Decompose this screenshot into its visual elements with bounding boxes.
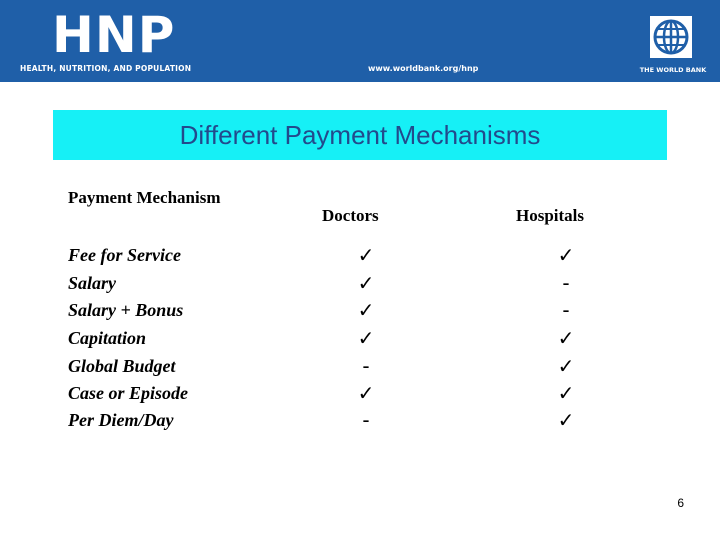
- hospitals-cell: ✓: [557, 408, 575, 432]
- row-label: Salary: [68, 273, 117, 293]
- banner-divider: [0, 82, 720, 85]
- website-url: www.worldbank.org/hnp: [368, 64, 479, 73]
- table-row: [68, 380, 658, 407]
- table-row: [68, 353, 658, 380]
- hospitals-cell: ✓: [557, 354, 575, 378]
- row-label: Capitation: [68, 328, 147, 348]
- world-bank-globe-icon: [650, 16, 692, 58]
- page-number: 6: [677, 496, 684, 510]
- doctors-cell: ✓: [357, 381, 375, 405]
- table-row: [68, 270, 658, 297]
- title-band: [53, 110, 667, 160]
- hospitals-cell: -: [562, 271, 570, 295]
- row-label: Fee for Service: [68, 245, 181, 265]
- row-label: Global Budget: [68, 356, 176, 376]
- hospitals-cell: -: [562, 298, 570, 322]
- hospitals-cell: ✓: [557, 381, 575, 405]
- doctors-cell: -: [362, 354, 370, 378]
- doctors-cell: ✓: [357, 326, 375, 350]
- header-hospitals: Hospitals: [516, 206, 585, 225]
- doctors-cell: ✓: [357, 271, 375, 295]
- hnp-logo: HNP: [52, 6, 176, 64]
- header-doctors: Doctors: [322, 206, 379, 225]
- doctors-cell: -: [362, 408, 370, 432]
- row-label: Case or Episode: [68, 383, 189, 403]
- payment-mechanism-table: [68, 188, 658, 438]
- slide-title: Different Payment Mechanisms: [179, 120, 541, 150]
- hospitals-cell: ✓: [557, 243, 575, 267]
- table-row: [68, 325, 658, 352]
- row-label: Per Diem/Day: [68, 410, 174, 430]
- doctors-cell: ✓: [357, 298, 375, 322]
- hnp-logo-subtitle: HEALTH, NUTRITION, AND POPULATION: [20, 64, 192, 73]
- header-payment-mechanism: Payment Mechanism: [68, 188, 221, 207]
- table-row: [68, 297, 658, 324]
- hospitals-cell: ✓: [557, 326, 575, 350]
- header-banner: [0, 0, 720, 82]
- world-bank-name: THE WORLD BANK: [639, 66, 707, 74]
- doctors-cell: ✓: [357, 243, 375, 267]
- row-label: Salary + Bonus: [68, 300, 184, 320]
- table-row: [68, 407, 658, 434]
- table-row: [68, 242, 658, 269]
